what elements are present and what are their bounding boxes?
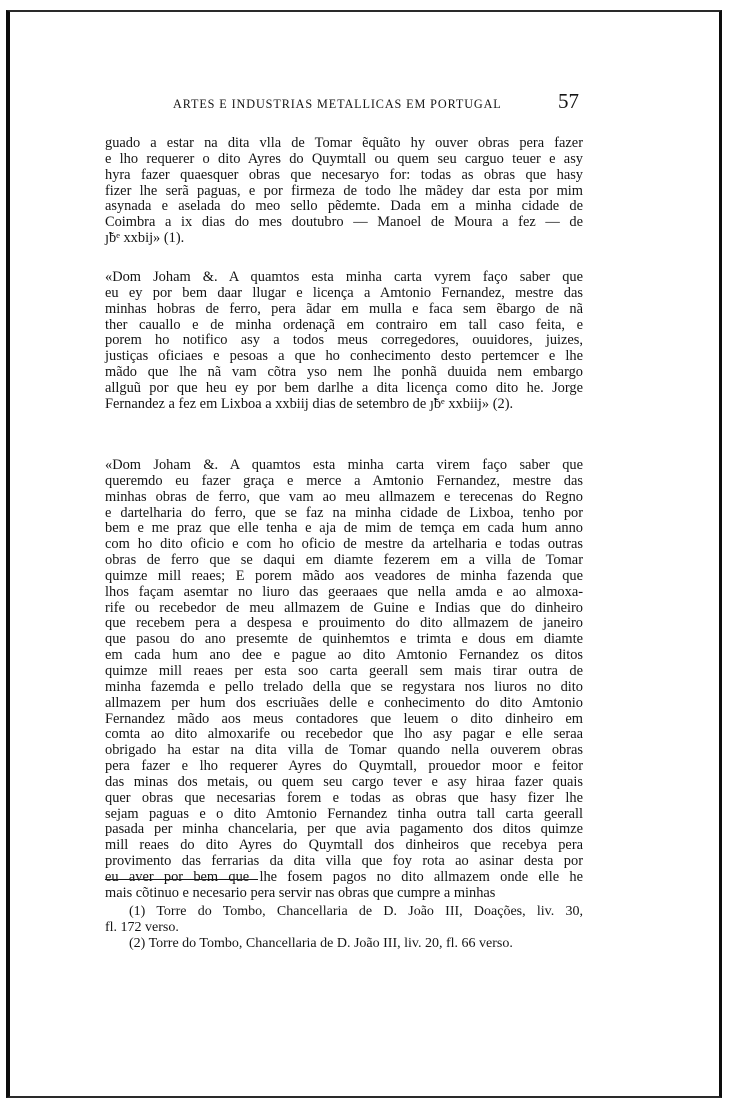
text-line: com ho dito oficio e com ho oficio de mestre da artelharia e todas outras [105, 536, 583, 553]
text-line: minhas hobras de ferro, pera ãdar em mulla e faca sem ẽbargo de nã [105, 300, 583, 317]
paragraph-1 [105, 136, 583, 247]
text-line: que pasou do ano presemte de quinhemtos e trimta e dous em diamte [105, 631, 583, 648]
footnote-1-line-1: (1) Torre do Tombo, Chancellaria de D. João III, Doações, liv. 30, [129, 904, 583, 919]
running-title: ARTES E INDUSTRIAS METALLICAS EM PORTUGAL [173, 97, 502, 111]
text-line: lhos façam asemtar no liuro das geeraaes que nella amda e ao almoxa- [105, 583, 583, 600]
footnote-2: (2) Torre do Tombo, Chancellaria de D. João III, liv. 20, fl. 66 verso. [129, 936, 513, 951]
text-line: allguũ por que heu ey por bem darlhe a dita licença como dito he. Jorge [105, 379, 583, 396]
text-line: Coimbra a ix dias do mes doutubro — Manoel de Moura a fez — de [105, 214, 583, 231]
text-line: em cada hum ano dee e pague ao dito Amtonio Fernandez os ditos [105, 647, 583, 664]
text-line: eu aver por bem que lhe fosem pagos no dito allmazem onde elle he [105, 868, 583, 885]
text-line: allmazem per hum dos escriuães delle e conhecimento do dito Amtonio [105, 694, 583, 711]
text-line: ther cauallo e de minha ordenaçã em contrairo em tall caso feita, e [105, 316, 583, 333]
text-line: pera fazer e lho requerer Ayres do Quymtall, prouedor moor e feitor [105, 758, 583, 775]
text-line: mill reaes do dito Ayres do Quymtall dos dinheiros que recebya pera [105, 837, 583, 854]
text-line: das minas dos metais, ou quem seu cargo tever e asy hiraa fazer quais [105, 773, 583, 790]
text-line: guado a estar na dita vlla de Tomar ẽquãto hy ouver obras pera fazer [105, 135, 583, 151]
text-line: e lho requerer o dito Ayres do Quymtall ou quem seu carguo teuer e asy [105, 150, 583, 167]
text-line: porem ho notifico asy a todos meus corregedores, ouuidores, juizes, [105, 332, 583, 349]
text-line: rife ou recebedor de meu allmazem de Guine e Indias que do dinheiro [105, 599, 583, 616]
text-line: «Dom Joham &. A quamtos esta minha carta virem faço saber que [105, 457, 583, 473]
text-line: minha fazemda e pello trelado della que se regystara nos liuros no dito [105, 678, 583, 695]
text-line: asynada e aselada do meo sello pẽdemte. Dada em a minha cidade de [105, 198, 583, 215]
text-line: quimze mill reaes per esta soo carta geerall sem mais tirar outra de [105, 662, 583, 679]
text-line: sejam paguas e o dito Amtonio Fernandez tinha outra tall carta geerall [105, 805, 583, 822]
text-line: «Dom Joham &. A quamtos esta minha carta vyrem faço saber que [105, 269, 583, 285]
paragraph-3 [105, 458, 583, 902]
text-line: provimento das ferrarias da dita villa que foy rota ao asinar desta por [105, 853, 583, 870]
text-line: ȷ̃bᵉ xxbij» (1). [105, 230, 185, 247]
text-line: pasada per minha chancelaria, per que avia pagamento dos ditos quimze [105, 821, 583, 838]
text-line: hyra fazer quaesquer obras que necesaryo for: todas as obras que hasy [105, 166, 583, 183]
text-line: obrigado ha estar na dita villa de Tomar quando nella ouverem obras [105, 742, 583, 759]
text-line: obras de ferro que se daqui em diamte fezerem em a villa de Tomar [105, 552, 583, 569]
footnote-rule [105, 879, 258, 880]
text-line: mais cõtinuo e necesario pera servir nas obras que cumpre a minhas [105, 884, 496, 901]
text-line: mãdo que lhe nã vam cõtra yso nem lhe ponhã duuida nem embargo [105, 364, 583, 381]
text-line: comta ao dito almoxarife ou recebedor que lho asy pagar e elle seraa [105, 726, 583, 743]
paragraph-2 [105, 270, 583, 413]
text-line: quer obras que necesarias forem e todas as obras que hasy fizer lhe [105, 789, 583, 806]
footnote-1-line-2: fl. 172 verso. [105, 920, 179, 935]
page-number: 57 [558, 89, 579, 113]
text-line: bem e me praz que elle tenha e aja de mim de temça em cada hum anno [105, 520, 583, 537]
text-line: Fernandez mãdo aos meus contadores que leuem o dito dinheiro em [105, 710, 583, 727]
text-line: fizer lhe serã paguas, e por firmeza de todo lhe mãdey dar esta por mim [105, 182, 583, 199]
text-line: e dartelharia do ferro, que se faz na minha cidade de Lixboa, tenho por [105, 504, 583, 521]
text-line: minhas obras de ferro, que vam ao meu allmazem e terecenas do Regno [105, 488, 583, 505]
text-line: queremdo eu fazer graça e merce a Amtonio Fernandez, mestre das [105, 472, 583, 489]
text-line: Fernandez a fez em Lixboa a xxbiij dias de setembro de ȷ̃bᵉ xxbiij» (2). [105, 395, 514, 412]
text-line: que recebem pera a despesa e prouimento do dito allmazem de janeiro [105, 615, 583, 632]
footnotes [105, 904, 583, 952]
text-line: eu ey por bem daar llugar e licença a Amtonio Fernandez, mestre das [105, 284, 583, 301]
text-line: justiças oficiaes e pesoas a que ho conhecimento desto pertemcer e lhe [105, 348, 583, 365]
text-line: quimze mill reaes; E porem mãdo aos veadores de minha fazenda que [105, 567, 583, 584]
